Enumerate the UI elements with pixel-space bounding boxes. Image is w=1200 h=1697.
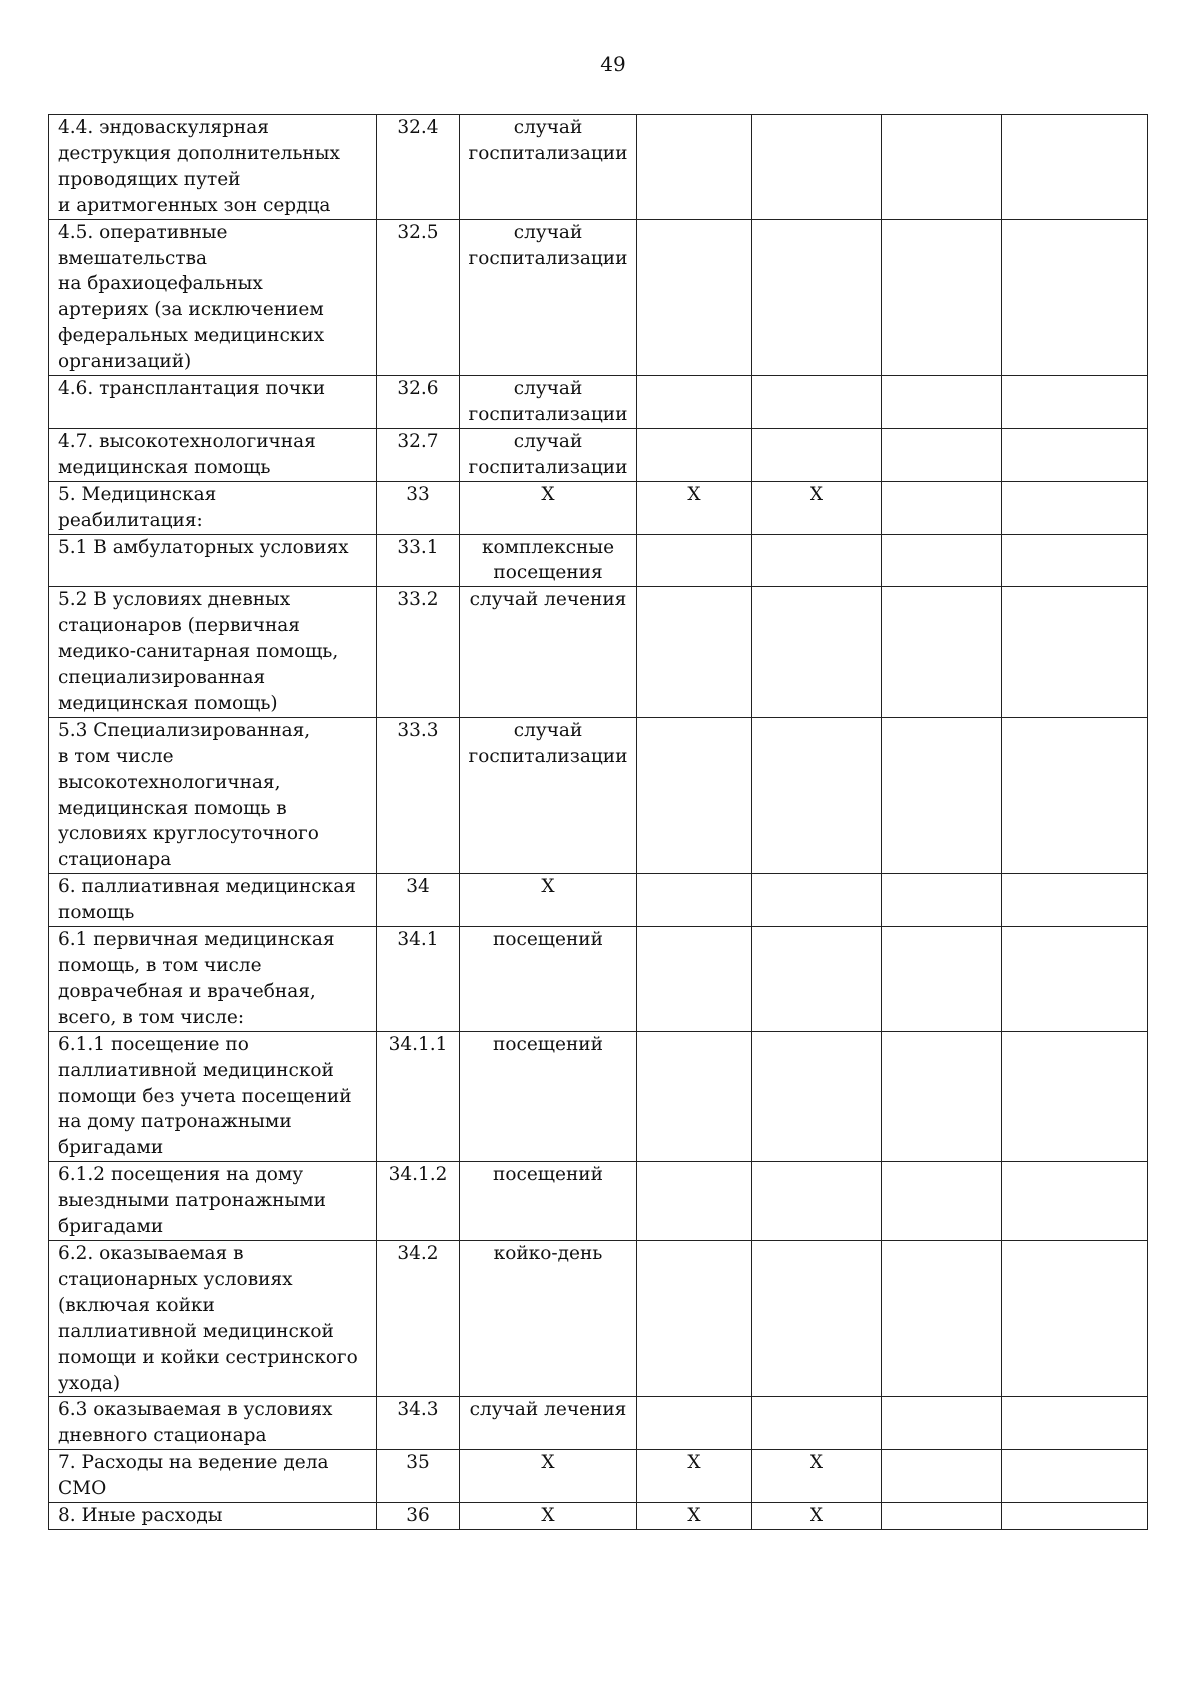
table-row xyxy=(49,1397,1148,1450)
row-unit: комплексные посещения xyxy=(481,536,615,584)
row-unit: случай госпитализации xyxy=(468,430,628,478)
column-6-cell xyxy=(1002,1240,1148,1396)
data-table xyxy=(48,114,1148,1530)
column-4-cell xyxy=(752,115,882,220)
row-name-cell xyxy=(49,219,377,375)
column-6-cell xyxy=(1002,1397,1148,1450)
row-name: 4.6. трансплантация почки xyxy=(58,378,326,400)
page-number: 49 xyxy=(600,52,626,76)
column-4-cell xyxy=(752,1162,882,1241)
row-name: 6.1 первичная медицинская помощь, в том числе доврачебная и врачебная, всего, в том числе: xyxy=(58,929,335,1028)
table-row xyxy=(49,1503,1148,1530)
row-number: 33 xyxy=(406,483,430,505)
row-number: 33.1 xyxy=(397,536,439,558)
row-name-cell xyxy=(49,927,377,1032)
table-row xyxy=(49,481,1148,534)
column-3-cell xyxy=(637,115,752,220)
table-body xyxy=(49,115,1148,1530)
column-4-cell xyxy=(752,1450,882,1503)
row-number: 34.1.1 xyxy=(388,1033,448,1055)
row-number-cell xyxy=(377,927,460,1032)
row-name-cell xyxy=(49,1397,377,1450)
row-number: 34.1 xyxy=(397,929,439,951)
column-5-cell xyxy=(882,428,1002,481)
column-4-cell xyxy=(752,481,882,534)
row-unit-cell xyxy=(460,1397,637,1450)
row-number: 34.1.2 xyxy=(388,1164,448,1186)
row-name-cell xyxy=(49,1450,377,1503)
row-unit-cell xyxy=(460,115,637,220)
table-row xyxy=(49,219,1148,375)
row-number-cell xyxy=(377,115,460,220)
row-name-cell xyxy=(49,428,377,481)
row-unit: X xyxy=(541,483,555,505)
row-unit: случай госпитализации xyxy=(468,221,628,269)
column-4-cell xyxy=(752,1503,882,1530)
row-number-cell xyxy=(377,874,460,927)
column-5-cell xyxy=(882,1450,1002,1503)
column-6-cell xyxy=(1002,219,1148,375)
row-unit-cell xyxy=(460,428,637,481)
row-number-cell xyxy=(377,1162,460,1241)
row-number: 34.2 xyxy=(397,1242,439,1264)
row-name: 7. Расходы на ведение дела СМО xyxy=(58,1452,329,1500)
column-3-cell xyxy=(637,376,752,429)
column-4-cell xyxy=(752,874,882,927)
column-4-cell xyxy=(752,1031,882,1162)
row-number: 32.6 xyxy=(397,378,439,400)
row-number: 32.7 xyxy=(397,430,439,452)
column-4-cell xyxy=(752,534,882,587)
row-name: 6.3 оказываемая в условиях дневного стационара xyxy=(58,1399,333,1447)
row-name-cell xyxy=(49,587,377,718)
table-row xyxy=(49,1031,1148,1162)
column-3-cell xyxy=(637,874,752,927)
column-5-cell xyxy=(882,1162,1002,1241)
table-row xyxy=(49,376,1148,429)
column-3-cell xyxy=(637,1031,752,1162)
row-number-cell xyxy=(377,534,460,587)
column-5-cell xyxy=(882,874,1002,927)
column-3-cell xyxy=(637,428,752,481)
table-row xyxy=(49,874,1148,927)
row-number-cell xyxy=(377,428,460,481)
column-5-cell xyxy=(882,481,1002,534)
column-4-cell xyxy=(752,219,882,375)
column-6-cell xyxy=(1002,428,1148,481)
row-name-cell xyxy=(49,1503,377,1530)
column-4-cell xyxy=(752,927,882,1032)
column-4-cell xyxy=(752,1240,882,1396)
row-unit-cell xyxy=(460,1240,637,1396)
row-unit-cell xyxy=(460,1450,637,1503)
column-6-cell xyxy=(1002,1031,1148,1162)
row-unit: X xyxy=(541,1452,555,1474)
column-4-value: X xyxy=(809,1505,824,1527)
column-3-cell xyxy=(637,219,752,375)
row-unit-cell xyxy=(460,219,637,375)
table-row xyxy=(49,115,1148,220)
row-name-cell xyxy=(49,376,377,429)
row-number-cell xyxy=(377,1031,460,1162)
row-number: 35 xyxy=(406,1452,430,1474)
row-name-cell xyxy=(49,717,377,873)
row-number: 33.3 xyxy=(397,719,439,741)
row-unit: случай госпитализации xyxy=(468,117,628,164)
row-name-cell xyxy=(49,1162,377,1241)
column-6-cell xyxy=(1002,115,1148,220)
row-number: 32.4 xyxy=(397,117,439,138)
table-row xyxy=(49,1240,1148,1396)
table-row xyxy=(49,927,1148,1032)
row-name-cell xyxy=(49,534,377,587)
table-row xyxy=(49,587,1148,718)
row-number-cell xyxy=(377,717,460,873)
row-name: 5. Медицинская реабилитация: xyxy=(58,483,217,531)
row-number: 36 xyxy=(406,1505,430,1527)
column-3-cell xyxy=(637,1450,752,1503)
row-unit: X xyxy=(541,876,555,898)
row-number-cell xyxy=(377,1240,460,1396)
column-6-cell xyxy=(1002,534,1148,587)
row-name: 5.3 Специализированная, в том числе высокотехнологичная, медицинская помощь в условиях круглосуточного стационара xyxy=(58,719,319,871)
table-row xyxy=(49,1162,1148,1241)
column-5-cell xyxy=(882,1397,1002,1450)
column-3-cell xyxy=(637,481,752,534)
table-row xyxy=(49,534,1148,587)
column-4-cell xyxy=(752,717,882,873)
row-name: 6.2. оказываемая в стационарных условиях (включая койки паллиативной медицинской помощи и койки сестринского ухода) xyxy=(58,1242,358,1394)
column-6-cell xyxy=(1002,1450,1148,1503)
column-6-cell xyxy=(1002,1503,1148,1530)
row-number-cell xyxy=(377,219,460,375)
column-3-cell xyxy=(637,717,752,873)
row-name: 6.1.1 посещение по паллиативной медицинской помощи без учета посещений на дому патронажными бригадами xyxy=(58,1033,352,1159)
row-unit: посещений xyxy=(493,1164,603,1186)
row-unit: случай лечения xyxy=(469,1399,627,1421)
table-row xyxy=(49,717,1148,873)
row-unit-cell xyxy=(460,376,637,429)
column-3-cell xyxy=(637,587,752,718)
column-5-cell xyxy=(882,534,1002,587)
column-6-cell xyxy=(1002,874,1148,927)
column-4-cell xyxy=(752,376,882,429)
row-number: 32.5 xyxy=(397,221,439,243)
column-4-value: X xyxy=(809,483,824,505)
column-4-value: X xyxy=(809,1452,824,1474)
row-number-cell xyxy=(377,1450,460,1503)
row-number: 34.3 xyxy=(397,1399,439,1421)
column-5-cell xyxy=(882,587,1002,718)
row-number: 34 xyxy=(406,876,430,898)
row-unit: койко-день xyxy=(493,1242,603,1264)
row-name: 5.1 В амбулаторных условиях xyxy=(58,536,349,558)
column-5-cell xyxy=(882,376,1002,429)
column-5-cell xyxy=(882,1503,1002,1530)
row-name: 6.1.2 посещения на дому выездными патронажными бригадами xyxy=(58,1164,326,1238)
column-5-cell xyxy=(882,927,1002,1032)
column-3-cell xyxy=(637,1397,752,1450)
row-name: 4.5. оперативные вмешательства на брахиоцефальных артериях (за исключением федеральных медицинских организаций) xyxy=(58,221,325,373)
row-unit-cell xyxy=(460,1031,637,1162)
column-4-cell xyxy=(752,428,882,481)
column-3-value: X xyxy=(687,1505,701,1527)
row-unit-cell xyxy=(460,587,637,718)
column-4-cell xyxy=(752,1397,882,1450)
row-name-cell xyxy=(49,1031,377,1162)
row-unit: случай госпитализации xyxy=(468,378,628,425)
column-6-cell xyxy=(1002,587,1148,718)
column-5-cell xyxy=(882,1031,1002,1162)
row-name: 6. паллиативная медицинская помощь xyxy=(58,876,356,924)
row-name-cell xyxy=(49,481,377,534)
column-6-cell xyxy=(1002,376,1148,429)
row-name: 4.4. эндоваскулярная деструкция дополнительных проводящих путей и аритмогенных зон сердца xyxy=(58,117,340,216)
row-number: 33.2 xyxy=(397,589,439,611)
row-number-cell xyxy=(377,376,460,429)
row-unit-cell xyxy=(460,481,637,534)
row-name-cell xyxy=(49,115,377,220)
row-number-cell xyxy=(377,481,460,534)
column-3-value: X xyxy=(687,483,701,505)
column-5-cell xyxy=(882,1240,1002,1396)
column-4-cell xyxy=(752,587,882,718)
column-3-cell xyxy=(637,1503,752,1530)
row-unit: X xyxy=(541,1505,555,1527)
row-name: 8. Иные расходы xyxy=(58,1505,223,1527)
row-unit-cell xyxy=(460,534,637,587)
column-6-cell xyxy=(1002,927,1148,1032)
row-unit-cell xyxy=(460,717,637,873)
column-3-cell xyxy=(637,534,752,587)
row-name: 5.2 В условиях дневных стационаров (первичная медико-санитарная помощь, специализированная медицинская помощь) xyxy=(58,589,339,714)
column-5-cell xyxy=(882,717,1002,873)
row-name: 4.7. высокотехнологичная медицинская помощь xyxy=(58,430,316,478)
column-6-cell xyxy=(1002,1162,1148,1241)
row-name-cell xyxy=(49,1240,377,1396)
row-unit: случай госпитализации xyxy=(468,719,628,767)
column-5-cell xyxy=(882,219,1002,375)
row-unit-cell xyxy=(460,1503,637,1530)
row-unit-cell xyxy=(460,1162,637,1241)
column-3-cell xyxy=(637,1240,752,1396)
row-unit: посещений xyxy=(493,929,603,951)
row-number-cell xyxy=(377,587,460,718)
table-row xyxy=(49,428,1148,481)
column-3-value: X xyxy=(687,1452,701,1474)
row-number-cell xyxy=(377,1503,460,1530)
column-6-cell xyxy=(1002,481,1148,534)
row-unit: случай лечения xyxy=(469,589,627,611)
column-3-cell xyxy=(637,1162,752,1241)
column-6-cell xyxy=(1002,717,1148,873)
row-unit-cell xyxy=(460,874,637,927)
table-row xyxy=(49,1450,1148,1503)
column-5-cell xyxy=(882,115,1002,220)
row-number-cell xyxy=(377,1397,460,1450)
row-unit: посещений xyxy=(493,1033,603,1055)
row-unit-cell xyxy=(460,927,637,1032)
column-3-cell xyxy=(637,927,752,1032)
row-name-cell xyxy=(49,874,377,927)
